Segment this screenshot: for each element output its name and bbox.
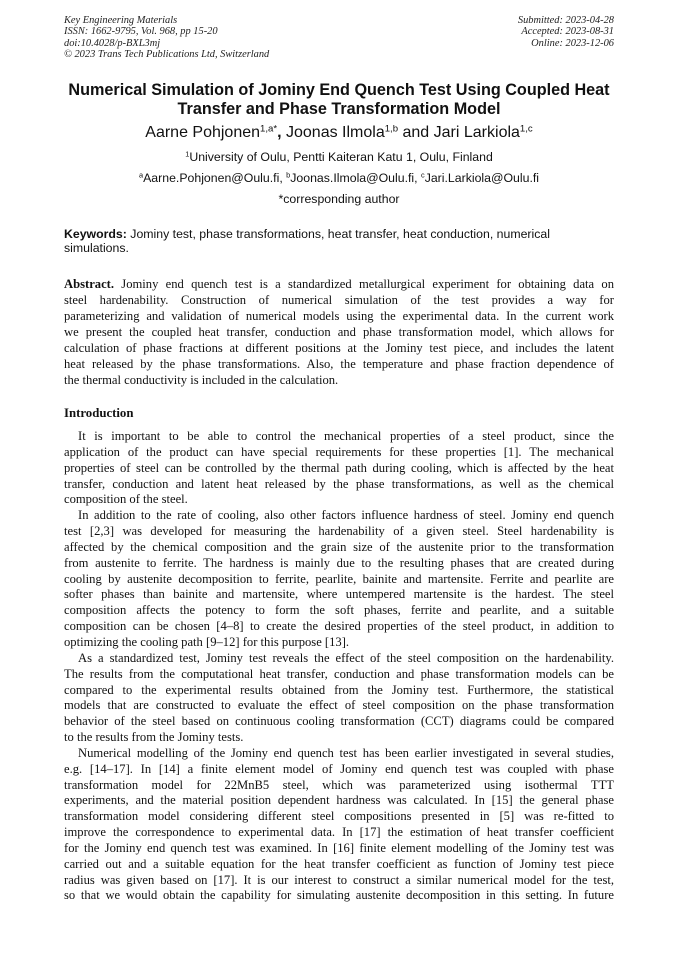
affiliation [0,150,678,164]
email-link[interactable]: Jari.Larkiola@Oulu.fi [424,171,540,185]
paragraph-line: so that we would obtain the capability for simulating austenite decomposition in this setting. In future [64,888,614,903]
keywords-text: Jominy test, phase transformations, heat transfer, heat conduction, numerical simulations. [64,227,550,255]
email-link[interactable]: Joonas.Ilmola@Oulu.fi, [290,171,421,185]
paper-title [40,81,638,119]
paragraph-line: radius was given based on [17]. It is our interest to construct a similar numerical model for the test, [64,872,614,887]
author-sup: 1,a* [260,123,278,135]
abstract-line [64,340,614,356]
submitted-date: Submitted: 2023-04-28 [517,15,614,26]
abstract-text: Jominy end quench test is a standardized metallurgical experiment for obtaining data on [114,277,614,291]
corresponding-author-note: *corresponding author [278,192,400,206]
doi: doi:10.4028/p-BXL3mj [64,37,161,49]
introduction-body [64,429,614,904]
paragraph-line: application of the product can have special requirements for these properties [1]. The mechanical [64,444,614,459]
emails [0,171,678,185]
abstract-text: we present the coupled heat transfer, conduction and phase transformation model, which allows for [64,325,614,339]
paragraph-line: transformation model considering different steel compositions presented in [5] was re-fitted to [64,809,614,824]
affiliation-sup: 1 [185,149,190,159]
paragraph-line: transformation model for 22MnB5 steel, which was parameterized using isothermal TTT [64,777,614,792]
abstract-line [64,308,614,324]
author-name: Aarne Pohjonen [145,124,261,141]
paragraph-line: e.g. [14–17]. In [14] a finite element model of Jominy end quench test was coupled with phase [64,761,614,776]
abstract-text: calculation of phase fractions at different positions at the Jominy test piece, and includes the latent [64,341,614,355]
email-sup: c [421,170,425,180]
section-heading-introduction: Introduction [64,406,134,420]
abstract-line [64,372,614,388]
paragraph-line: affected by the chemical composition and the grain size of the austenite prior to the transformation [64,539,614,554]
issn-volume: ISSN: 1662-9795, Vol. 968, pp 15-20 [64,26,218,38]
paragraph-line: test [2,3] was developed for measuring the hardenability of a given steel. Steel hardenability is [64,524,614,539]
paragraph-line: As a standardized test, Jominy test reveals the effect of the steel composition on the hardenability. [78,650,614,665]
paragraph-line: composition of the steel. [64,492,188,507]
keywords [64,227,614,255]
abstract-line [64,356,614,372]
paragraph-line: Numerical modelling of the Jominy end quench test has been earlier investigated in several studies, [78,745,614,760]
author-sup: 1,c [519,123,533,135]
paragraph-line: behavior of the steel based on continuous cooling transformation (CCT) diagrams could be compared [64,714,614,729]
paragraph-line: models that are constructed to evaluate the effect of steel composition on the phase transformation [64,698,614,713]
affiliation-text: University of Oulu, Pentti Kaiteran Katu 1, Oulu, Finland [189,150,493,164]
paragraph-line: improve the correspondence to experimental data. In [17] the estimation of heat transfer coefficient [64,825,614,840]
paragraph-line: It is important to be able to control the mechanical properties of a steel product, since the [78,429,614,443]
paragraph-line: The results from the computational heat transfer, conduction and phase transformation models can be [64,666,614,681]
accepted-date: Accepted: 2023-08-31 [521,26,614,38]
abstract-line [64,292,614,308]
dates-info [518,15,614,49]
author-name: Jari Larkiola [433,124,520,141]
abstract-line [64,276,614,292]
email-sup: a [138,170,144,180]
paragraph-line: carried out and a suitable equation for the heat transfer coefficient as function of Jominy test piece [64,856,614,871]
copyright: © 2023 Trans Tech Publications Ltd, Switzerland [64,48,270,60]
authors [0,124,678,142]
author-name: Joonas Ilmola [286,124,385,141]
paragraph-line: softer phases than bainite and martensite, where untempered martensite is the hardest. The steel [64,587,614,602]
keywords-label: Keywords: [64,227,127,241]
journal-name: Key Engineering Materials [64,15,178,26]
paragraph-line: properties of steel can be controlled by the thermal path during cooling, which is affected by the heat [64,460,614,475]
paragraph-line: to the results from the Jominy tests. [64,730,244,745]
paragraph-line: for the Jominy end quench test was examined. In [16] finite element modelling of the Jominy test was [64,840,614,855]
author-sep: , [277,124,286,141]
abstract-text: the thermal conductivity is included in the calculation. [64,373,339,387]
paragraph-line: experiments, and the material position dependent hardness was calculated. In [15] the general phase [64,793,614,808]
paragraph-line: In addition to the rate of cooling, also other factors influence hardness of steel. Jominy end quench [78,508,614,523]
online-date: Online: 2023-12-06 [531,37,614,49]
paragraph-line: composition affects the potency to form the soft phases, ferrite and pearlite, and a suitable [64,603,614,618]
paragraph-line: composition can be chosen [4–8] to create the desired properties of the steel product, in addition to [64,619,614,634]
email-sup: b [286,170,291,180]
abstract [64,276,614,388]
paragraph-line: optimizing the cooling path [9–12] for this purpose [13]. [64,634,350,649]
title-line: Transfer and Phase Transformation Model [177,100,501,118]
abstract-text: heat released by the phase transformations. Also, the temperature and phase fraction dependence of [64,357,614,371]
author-sup: 1,b [384,123,399,135]
abstract-text: parameterizing and validation of numerical models using the experimental data. In the current work [64,309,614,323]
title-line: Numerical Simulation of Jominy End Quench Test Using Coupled Heat [68,81,610,99]
paragraph-line: transfer, conduction and latent heat released by the phase transformations, as well as the chemical [64,476,614,491]
journal-info [64,15,269,60]
abstract-line [64,324,614,340]
abstract-label: Abstract. [64,277,115,291]
author-sep: and [398,124,434,141]
abstract-text: steel hardenability. Construction of numerical simulation of the test provides a way for [64,293,614,307]
paragraph-line: from austenite to ferrite. The hardness is mainly due to the resulting phases that are created during [64,555,614,570]
email-link[interactable]: Aarne.Pohjonen@Oulu.fi, [143,171,287,185]
paragraph-line: compared to the experimental results obtained from the Jominy test. Furthermore, the statistical [64,682,614,697]
paragraph-line: cooling by austenite decomposition to ferrite, pearlite, bainite and martensite. Ferrite and pearlite are [64,571,614,586]
